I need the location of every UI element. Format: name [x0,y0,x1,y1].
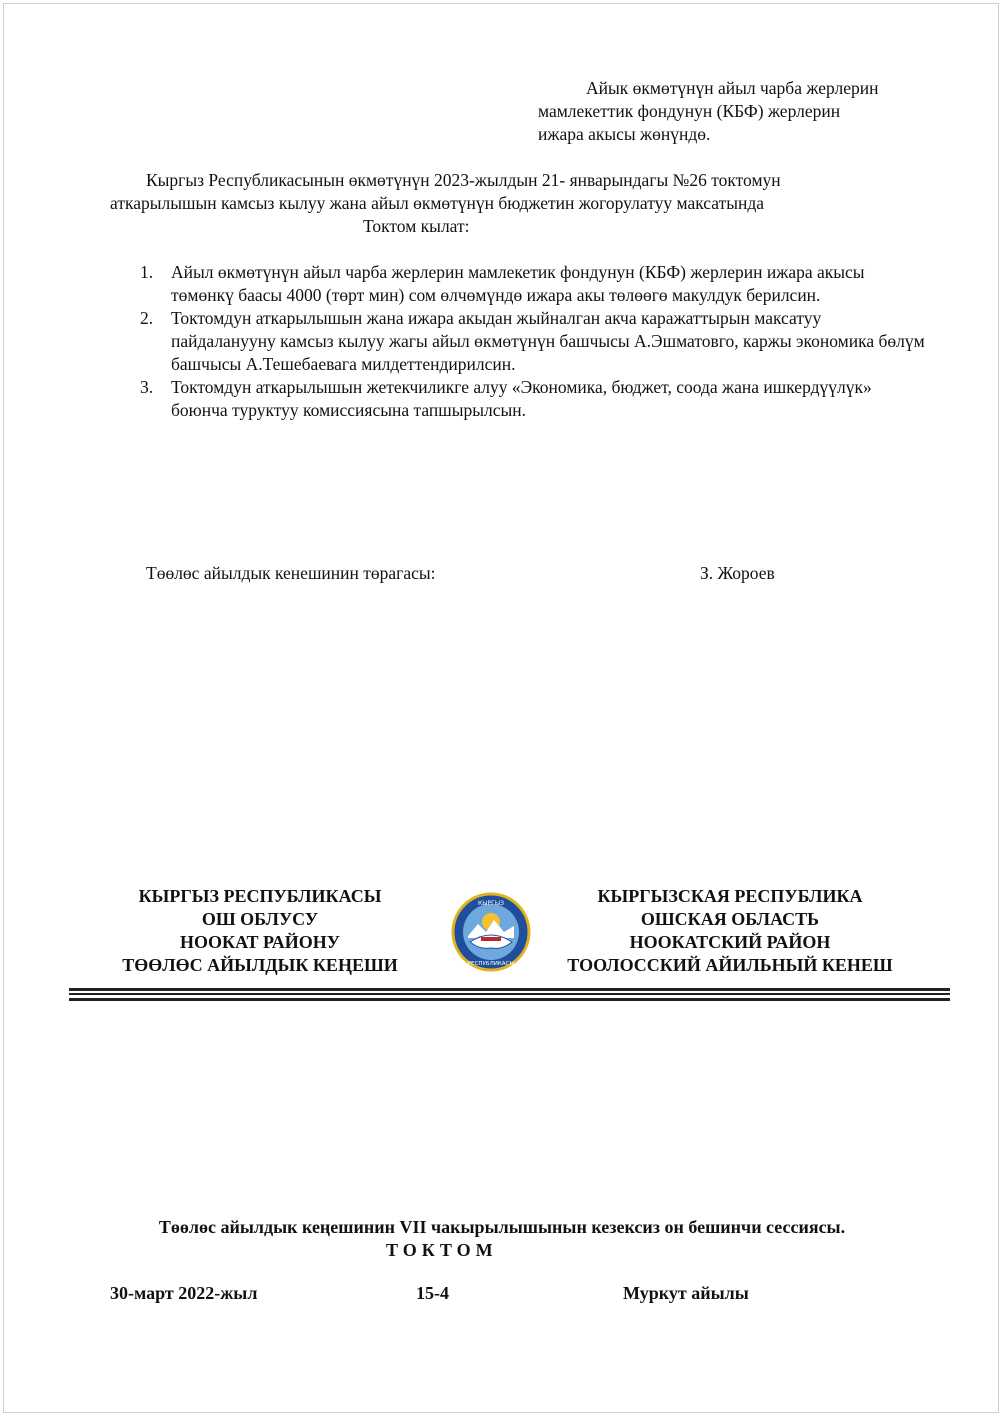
document-date: 30-март 2022-жыл [110,1283,258,1303]
signature-title: Төөлөс айылдык кенешинин төрагасы: [146,563,436,583]
list-item [140,261,930,307]
header-right-line: НООКАТСКИЙ РАЙОН [629,932,831,952]
item-number: 2. [140,308,154,328]
subject-line-3: ижара акысы жөнүндө. [538,124,711,144]
session-title: Төөлөс айылдык кеңешинин VII чакырылышынын кезексиз он бешинчи сессиясы. [158,1217,846,1237]
document-number: 15-4 [416,1283,449,1303]
header-right [540,885,920,977]
preamble-line-2: аткарылышын камсыз кылуу жана айыл өкмөтүнүн бюджетин жогорулатуу максатында [110,193,765,213]
header-divider [69,998,950,1001]
header-left-line: ТӨӨЛӨС АЙЫЛДЫК КЕҢЕШИ [122,955,398,975]
header-right-line: КЫРГЫЗСКАЯ РЕСПУБЛИКА [597,886,863,906]
resolution-items [140,261,930,422]
header-right-line: ТООЛОССКИЙ АЙИЛЬНЫЙ КЕНЕШ [567,955,893,975]
header-left [80,885,440,977]
document-type: ТОКТОМ [386,1240,498,1260]
item-text: Токтомдун аткарылышын жана ижара акыдан жыйналган акча каражаттырын максатуу пайдаланууну камсыз кылуу жагы айыл өкмөтүнүн башчысы А.Эшматовго, каржы экономика бөлүм башчысы А.Тешебаевага милдеттендирилсин. [171,308,925,374]
header-left-line: ОШ ОБЛУСУ [201,909,319,929]
item-number: 3. [140,377,154,397]
subject-block [538,77,938,146]
header-divider [69,993,950,995]
svg-text:РЕСПУБЛИКАСЫ: РЕСПУБЛИКАСЫ [467,961,515,967]
document-place: Муркут айылы [623,1283,749,1303]
preamble-line-1: Кыргыз Республикасынын өкмөтүнүн 2023-жылдын 21- январындагы №26 токтомун [146,170,781,190]
list-item [140,307,930,376]
header-divider [69,988,950,991]
subject-line-1: Айык өкмөтүнүн айыл чарба жерлерин [586,78,879,98]
item-number: 1. [140,262,154,282]
preamble-line-3: Токтом кылат: [363,216,470,236]
item-text: Токтомдун аткарылышын жетекчиликге алуу «Экономика, бюджет, соода жана ишкердүүлүк» боюнча туруктуу комиссиясына тапшырылсын. [171,377,872,420]
state-emblem-icon [448,892,534,972]
preamble-block [100,169,920,238]
signature-name: З. Жороев [700,563,775,583]
svg-text:КЫРГЫЗ: КЫРГЫЗ [478,900,504,907]
subject-line-2: мамлекеттик фондунун (КБФ) жерлерин [538,101,841,121]
list-item [140,376,930,422]
header-left-line: КЫРГЫЗ РЕСПУБЛИКАСЫ [138,886,382,906]
header-left-line: НООКАТ РАЙОНУ [180,932,340,952]
item-text: Айыл өкмөтүнүн айыл чарба жерлерин мамлекетик фондунун (КБФ) жерлерин ижара акысы төмөнкү баасы 4000 (төрт мин) сом өлчөмүндө ижара акы төлөөгө макулдук берилсин. [171,262,865,305]
header-right-line: ОШСКАЯ ОБЛАСТЬ [640,909,820,929]
